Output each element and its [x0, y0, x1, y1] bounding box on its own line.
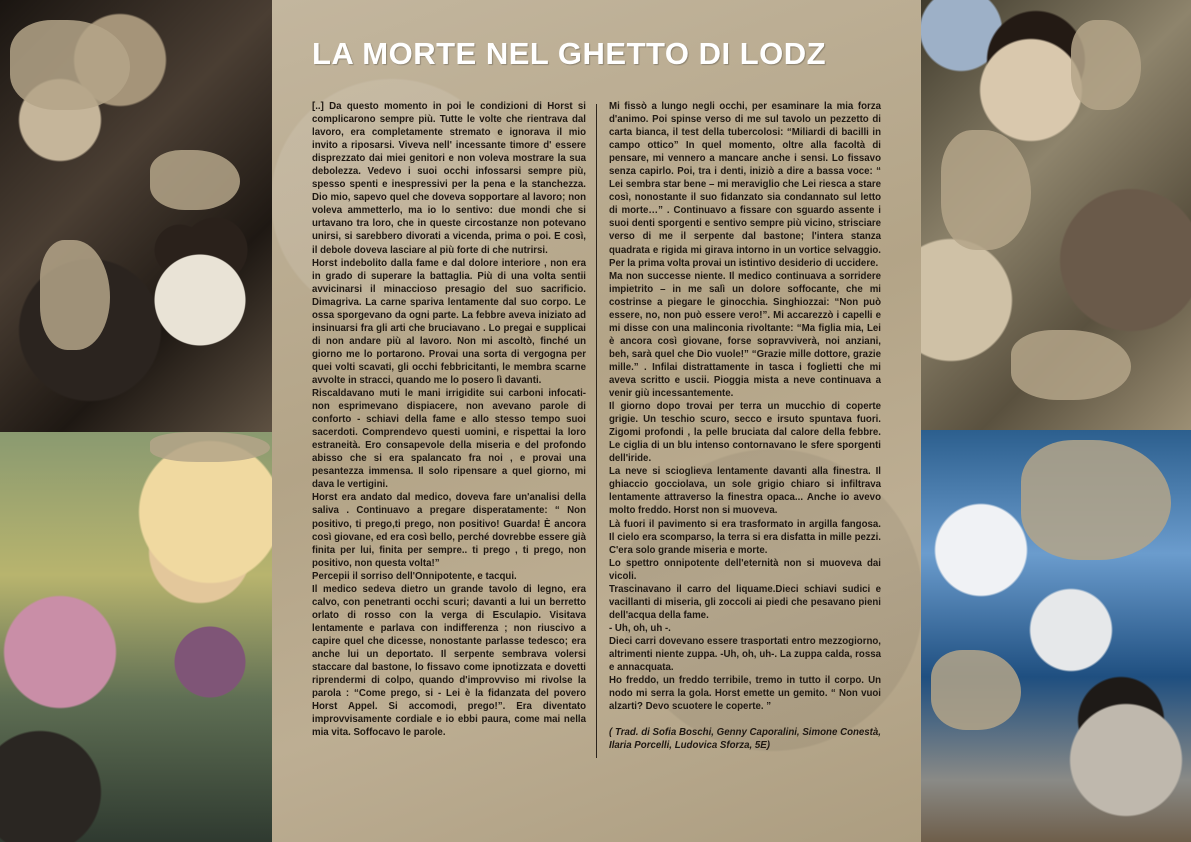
paragraph: Riscaldavano muti le mani irrigidite sui carboni infocati- non esprimevano dispiacere, non avevano parole di conforto - schiavi della fame e allo stesso tempo suoi sacerdoti. Comprendevo questi uomini, e rispettai la loro estraneità. Ero consapevole della miseria e del profondo abisso che si era spalancato fra noi , e provai una pesantezza immensa. Il solo ripensare a quel giorno, mi dava le vertigini.	[312, 388, 586, 491]
text-panel	[272, 0, 921, 842]
text-column-right	[609, 100, 881, 752]
collage-image-bottom-left	[0, 432, 272, 842]
collage-image-top-right	[921, 0, 1191, 430]
torn-paper-overlay	[1011, 330, 1131, 400]
paragraph: Horst era andato dal medico, doveva fare un'analisi della saliva . Continuavo a pregare disperatamente: “ Non positivo, ti prego,ti prego, non positivo! Guarda! È ancora così giovane, ed era così bello, perché dovrebbe essere già finita per lui, finita per sempre.. ti prego , ti prego, non positivo, non questa volta!”	[312, 492, 586, 569]
paragraph: Dieci carri dovevano essere trasportati entro mezzogiorno, altrimenti niente zuppa. -Uh, oh, uh-. La zuppa calda, rossa e annacquata.	[609, 635, 881, 674]
page-title: LA MORTE NEL GHETTO DI LODZ	[312, 36, 827, 71]
text-column-left	[312, 100, 586, 739]
paragraph: Lo spettro onnipotente dell'eternità non si muoveva dai vicoli.	[609, 557, 881, 582]
torn-paper-overlay	[1071, 20, 1141, 110]
paragraph: Il giorno dopo trovai per terra un mucchio di coperte grigie. Un teschio scuro, secco e irsuto spuntava fuori. Zigomi profondi , la pelle bruciata dal calore della febbre. Le ciglia di un blu intenso contornavano le sfere sporgenti dell'iride.	[609, 401, 881, 465]
paragraph: Trascinavano il carro del liquame.Dieci schiavi sudici e vacillanti di miseria, gli zoccoli ai piedi che pesavano pieni dell'acqua della fame.	[609, 583, 881, 621]
torn-paper-overlay	[150, 150, 240, 210]
torn-paper-overlay	[40, 240, 110, 350]
translation-credit: ( Trad. di Sofia Boschi, Genny Caporalini, Simone Conestà, Ilaria Porcelli, Ludovica Sforza, 5E)	[609, 727, 881, 752]
paragraph: Là fuori il pavimento si era trasformato in argilla fangosa. Il cielo era scomparso, la terra si era disfatta in mille pezzi. C'era solo grande miseria e morte.	[609, 518, 881, 556]
column-divider	[596, 104, 597, 758]
torn-paper-overlay	[931, 650, 1021, 730]
paragraph: Il medico sedeva dietro un grande tavolo di legno, era calvo, con penetranti occhi scuri; davanti a lui un berretto orlato di rosso con la verga di Esculapio. Visitava lentamente e parlava con indifferenza ; non riuscivo a capire quel che dicesse, nonostante parlasse tedesco; era anche lui un deportato. Il serpente sembrava volersi staccare dal bastone, lo fissavo come ipnotizzata e dovetti riprendermi di colpo, quando d'improvviso mi rivolse la parola : “Come prego, si - Lei è la fidanzata del povero Horst Appel. Si accomodi, prego!”. Era diventato improvvisamente cordiale e io ebbi paura, come mai nella mia vita. Soffocavo le parole.	[312, 583, 586, 739]
torn-paper-overlay	[1021, 440, 1171, 560]
collage-image-bottom-right	[921, 430, 1191, 842]
paragraph: [..] Da questo momento in poi le condizioni di Horst si complicarono sempre più. Tutte le volte che rientrava dal lavoro, era completamente stremato e ignorava il mio invito a riposarsi. Viveva nell' incessante timore d' essere disprezzato dai miei genitori e non voleva mostrare la sua debolezza. Vedevo i suoi occhi infossarsi sempre più, spesso spenti e inespressivi per la pena e la stanchezza. Dio mio, sapevo quel che doveva sopportare al lavoro; non voleva ammetterlo, ma io lo sentivo: due mondi che si urtavano tra loro, che in queste circostanze non potevano unirsi, si sarebbero divorati a vicenda, prima o poi. E così, il debole doveva lasciare al più forte di che nutrirsi.	[312, 101, 586, 256]
torn-paper-overlay	[10, 20, 130, 110]
paragraph: La neve si scioglieva lentamente davanti alla finestra. Il ghiaccio gocciolava, un sole grigio chiaro si infiltrava lentamente attraverso la finestra opaca... Anche io avevo molto freddo. Horst non si muoveva.	[609, 466, 881, 517]
torn-paper-overlay	[941, 130, 1031, 250]
torn-paper-overlay	[150, 432, 270, 462]
paragraph: Ma non successe niente. Il medico continuava a sorridere impietrito – in me salì un dolore soffocante, che mi costrinse a piegare le ginocchia. Singhiozzai: “Non può essere, no, non può essere vero!”. Mi accarezzò i capelli e mi disse con una malinconia rivoltante: “Ma figlia mia, Lei è ancora così giovane, forse sopravviverà, noi anziani, beh, sarà quel che Dio vuole!” “Grazie mille dottore, grazie mille.” . Infilai distrattamente in tasca i foglietti che mi aveva scritto e uscii. Pioggia mista a neve continuava a venir giù incessantemente.	[609, 270, 881, 400]
paragraph: Ho freddo, un freddo terribile, tremo in tutto il corpo. Un nodo mi serra la gola. Horst emette un gemito. “ Non vuoi alzarti? Devo scuotere le coperte. ”	[609, 675, 881, 713]
paragraph: - Uh, oh, uh -.	[609, 622, 671, 634]
paragraph: Mi fissò a lungo negli occhi, per esaminare la mia forza d'animo. Poi spinse verso di me sul tavolo un pezzetto di carta bianca, il test della tubercolosi: “Miliardi di bacilli in campo ottico” In quel momento, oltre alla facoltà di pensare, mi vennero a mancare anche i sensi. Lo fissavo senza capirlo. Poi, tra i denti, iniziò a dire a bassa voce: “ Lei sembra star bene – mi meraviglio che Lei riesca a stare così, nonostante il suo fidanzato sia condannato sul letto di morte…” . Continuavo a fissare con sguardo assente i suoi denti sporgenti e sentivo sempre più vicino, strisciare verso di me il serpente dal bastone; l'intera stanza quadrata e rigida mi girava intorno in un vortice selvaggio. Per la prima volta provai un istintivo desiderio di uccidere.	[609, 101, 881, 269]
paragraph: Horst indebolito dalla fame e dal dolore interiore , non era in grado di superare la battaglia. Più di una volta sentii avvicinarsi il minaccioso presagio del suo sacrificio. Dimagriva. La carne spariva lentamente dal suo corpo. Le ossa sporgevano da ogni parte. La febbre aveva iniziato ad insinuarsi fra gli arti che bruciavano . Lo pregai e supplicai di non andare più al lavoro. Non mi ascoltò, finché un giorno me lo portarono. Provai una sorta di vergogna per quei volti scavati, gli occhi febbricitanti, le membra scarne avvolte in stracci, quando me lo posero lì davanti.	[312, 257, 586, 386]
collage-image-top-left	[0, 0, 272, 432]
paragraph: Percepii il sorriso dell'Onnipotente, e tacqui.	[312, 570, 517, 582]
